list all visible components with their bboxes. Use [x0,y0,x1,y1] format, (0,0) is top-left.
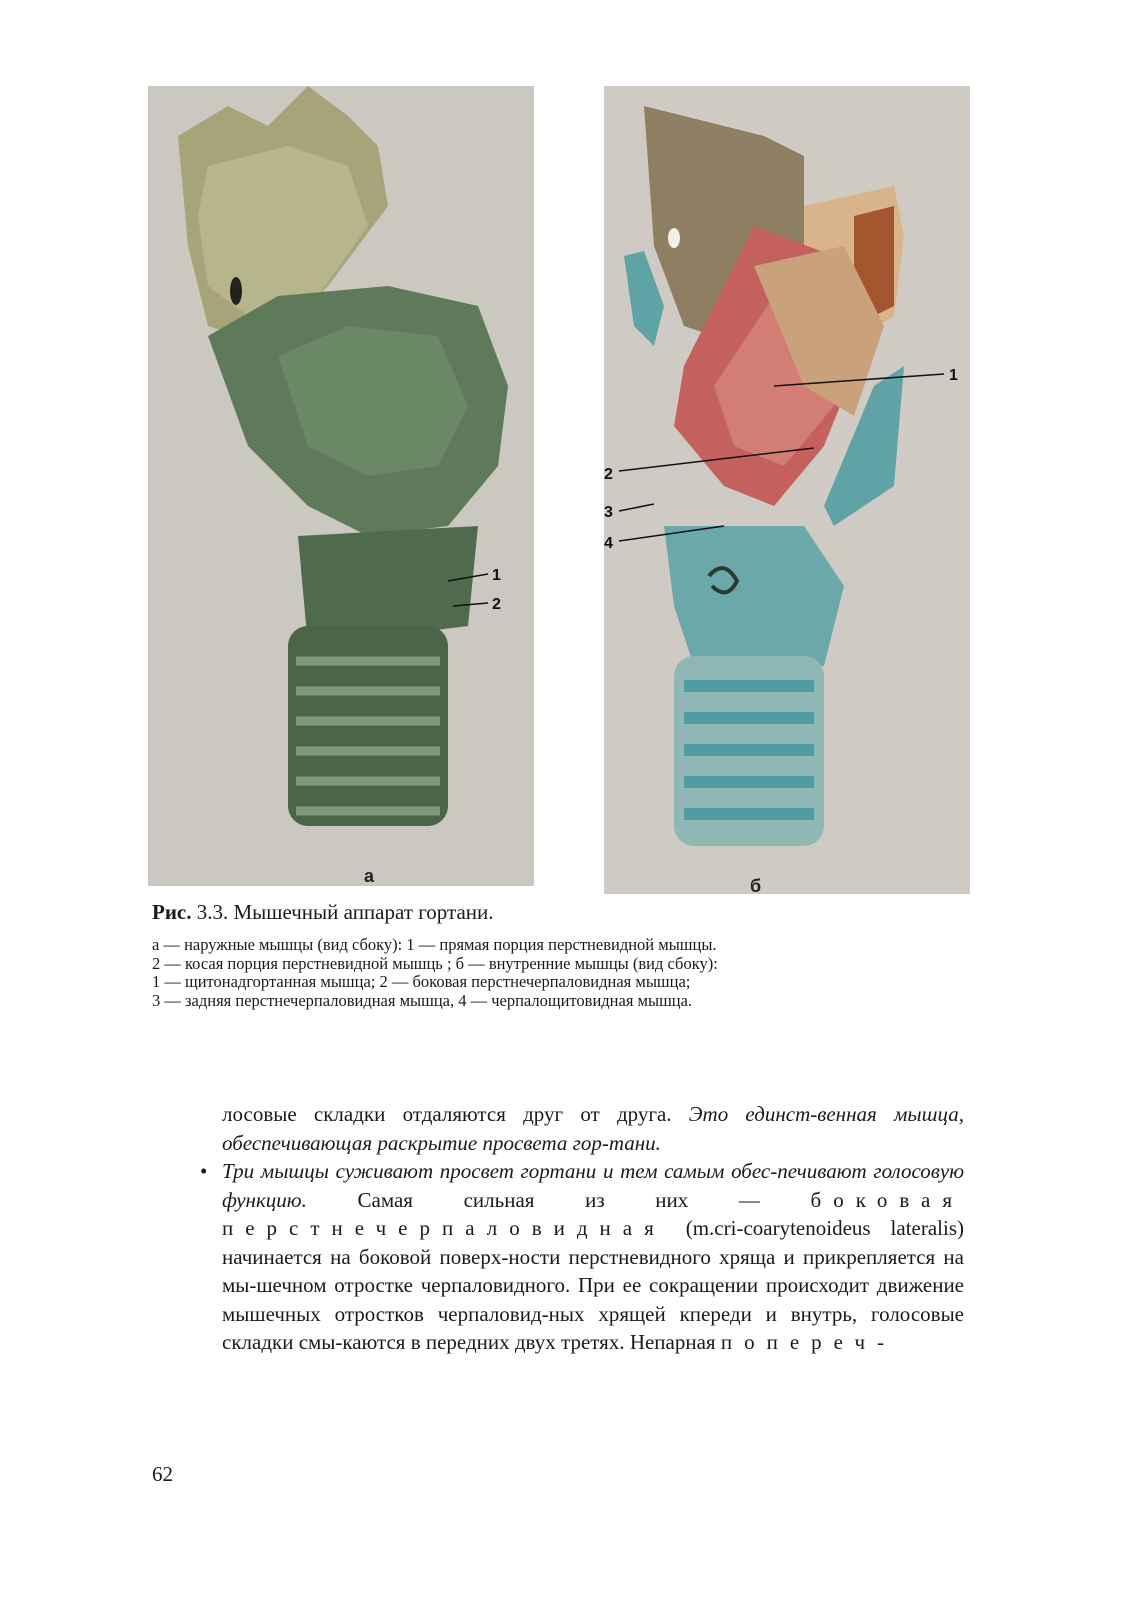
paragraph-2-text-b: (m.cri-coarytenoideus lateralis) начинается на боковой поверх-ности перстневидного хряща и прикрепляется на мы-шечном отростке черпаловидного. При ее сокращении происходит движение мышечных отростков черпаловид-ных хрящей кпереди и внутрь, голосовые складки смы-каются в передних двух третях. Непарная [222,1216,964,1354]
paragraph-1-emphasis: Это единст-венная мышца, обеспечивающая раскрытие просвета гор-тани. [222,1102,964,1155]
bullet-marker: • [200,1159,208,1183]
body-text [200,1100,964,1357]
page-number: 62 [152,1462,173,1486]
panel-b-label-3: 3 [604,504,613,521]
panel-a-label-2: 2 [492,596,501,613]
panel-a-letter: а [364,866,375,886]
panel-a-label-1: 1 [492,567,501,584]
paragraph-2-text-a: Самая сильная из них — [306,1187,811,1212]
figure-panel-a [148,86,534,886]
panel-b-label-1: 1 [949,367,958,384]
caption-prefix: Рис. [152,900,192,924]
caption-title-text: 3.3. Мышечный аппарат гортани. [191,900,494,924]
larynx-external-illustration [148,86,534,886]
figure-caption-title [152,900,494,925]
panel-b-letter: б [750,876,762,896]
figure-caption-legend: а — наружные мышцы (вид сбоку): 1 — прямая порция перстневидной мышцы. 2 — косая порция перстневидной мышць ; б — внутренние мышцы (вид сбоку): 1 — щитонадгортанная мышца; 2 — боковая перстнечерпаловидная мышца; 3 — задняя перстнечерпаловидная мышца, 4 — черпалощитовидная мышца. [152,935,718,1010]
paragraph-2-spaced-end: попереч- [720,1330,896,1354]
paragraph-1 [222,1100,964,1157]
panel-b-label-2: 2 [604,466,613,483]
larynx-internal-illustration [604,86,970,894]
panel-b-label-4: 4 [604,535,613,552]
figure-panel-b [604,86,970,894]
paragraph-2-spaced-term: боковая перстнечерпаловидная [222,1187,964,1240]
paragraph-2 [200,1157,964,1357]
paragraph-2-emphasis: Три мышцы суживают просвет гортани и тем самым обес-печивают голосовую функцию. [222,1159,964,1212]
paragraph-1-text: лосовые складки отдаляются друг от друга. [222,1102,689,1126]
